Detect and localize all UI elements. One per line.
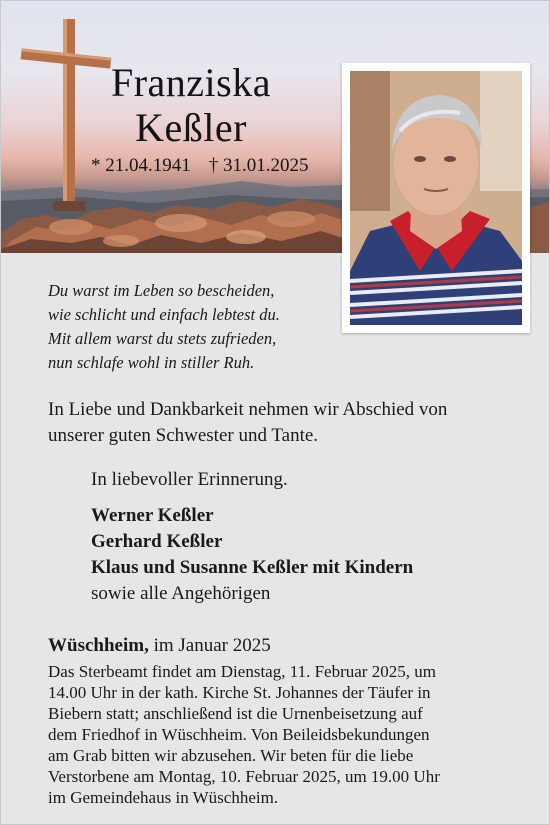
place-town: Wüschheim, xyxy=(48,635,149,656)
poem-line: wie schlicht und einfach lebtest du. xyxy=(48,305,280,324)
notice-line: dem Friedhof in Wüschheim. Von Beileidsbekundungen xyxy=(48,725,430,744)
mourner-name: Werner Keßler xyxy=(91,505,214,526)
intro-text xyxy=(48,397,528,449)
notice-line: im Gemeindehaus in Wüschheim. xyxy=(48,788,279,807)
portrait-image xyxy=(350,71,522,325)
notice-line: 14.00 Uhr in der kath. Kirche St. Johannes der Täufer in xyxy=(48,683,431,702)
mourner-name: Klaus und Susanne Keßler mit Kindern xyxy=(91,557,414,578)
poem-line: Du warst im Leben so bescheiden, xyxy=(48,281,275,300)
place-date: im Januar 2025 xyxy=(153,635,271,656)
intro-line: unserer guten Schwester und Tante. xyxy=(48,425,319,446)
last-name: Keßler xyxy=(135,105,247,150)
birth-date: * 21.04.1941 xyxy=(91,155,191,176)
mourners-others: sowie alle Angehörigen xyxy=(91,583,271,604)
poem-line: Mit allem warst du stets zufrieden, xyxy=(48,329,277,348)
notice-line: Verstorbene am Montag, 10. Februar 2025, um 19.00 Uhr xyxy=(48,767,440,786)
notice-line: Das Sterbeamt findet am Dienstag, 11. Februar 2025, um xyxy=(48,662,436,681)
intro-line: In Liebe und Dankbarkeit nehmen wir Abschied von xyxy=(48,399,448,420)
mourners-list xyxy=(91,503,413,607)
poem xyxy=(48,279,338,375)
portrait-photo xyxy=(350,71,522,325)
notice-line: Biebern statt; anschließend ist die Urnenbeisetzung auf xyxy=(48,704,423,723)
memory-line: In liebevoller Erinnerung. xyxy=(91,469,288,490)
death-date: † 31.01.2025 xyxy=(208,155,309,176)
mourner-name: Gerhard Keßler xyxy=(91,531,223,552)
service-notice xyxy=(48,661,528,808)
first-name: Franziska xyxy=(110,60,271,105)
notice-line: am Grab bitten wir abzusehen. Wir beten für die liebe xyxy=(48,746,414,765)
life-dates xyxy=(91,155,341,177)
portrait-frame xyxy=(342,63,530,333)
place-date-line xyxy=(48,635,271,657)
poem-line: nun schlafe wohl in stiller Ruh. xyxy=(48,353,255,372)
